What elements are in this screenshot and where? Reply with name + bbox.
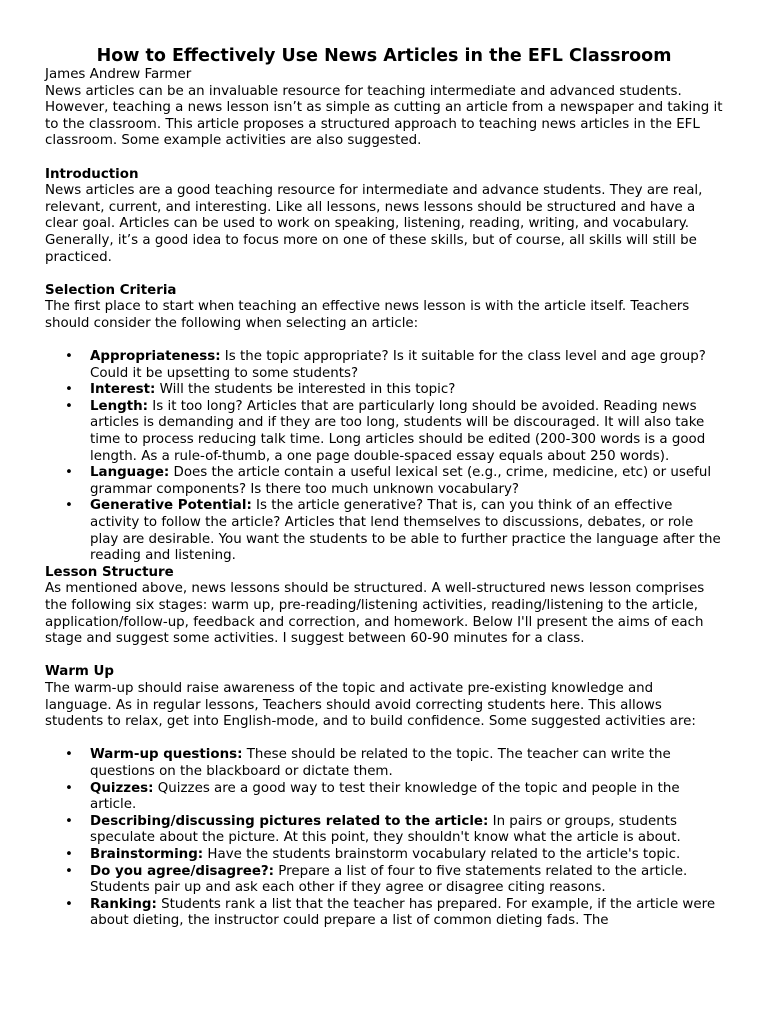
intro-paragraph: News articles can be an invaluable resource for teaching intermediate and advanced students. However, teaching a news lesson isn’t as simple as cutting an article from a newspaper and taking it to the classroom. This article proposes a structured approach to teaching news articles in the EFL classroom. Some example activities are also suggested. [45,83,723,149]
author-name: James Andrew Farmer [45,67,192,82]
list-item-text: Prepare a list of four to five statements related to the article. Students pair up and ask each other if they agree or disagree citing reasons. [90,863,688,896]
spacer [45,648,723,665]
list-item-term: Generative Potential: [90,498,252,514]
document-title: How to Effectively Use News Articles in the EFL Classroom [96,46,672,66]
list-item-term: Quizzes: [90,780,154,796]
list-item-term: Warm-up questions: [90,747,243,763]
list-item-text: Is the topic appropriate? Is it suitable for the class level and age group? Could it be upsetting to some students? [90,349,706,381]
list-item-text: Does the article contain a useful lexical set (e.g., crime, medicine, etc) or useful grammar components? Is there too much unknown vocabulary? [90,465,712,497]
list-item [90,814,723,847]
list-item-text: Quizzes are a good way to test their knowledge of the topic and people in the article. [90,780,680,813]
list-item-text: Is it too long? Articles that are particularly long should be avoided. Reading news articles is demanding and if they are too long, students will be discouraged. It will also take time to process reducing talk time. Long articles should be edited (200-300 words is a good length. As a rule-of-thumb, a one page double-spaced essay equals about 250 words). [90,398,706,464]
list-item [90,864,723,897]
warm-up-body: The warm-up should raise awareness of the topic and activate pre-existing knowledge and language. As in regular lessons, Teachers should avoid correcting students here. This allows students to relax, get into English-mode, and to build confidence. Some suggested activities are: [45,680,696,730]
spacer [45,266,723,283]
list-item [90,382,723,399]
list-item-term: Appropriateness: [90,349,221,365]
list-item-term: Language: [90,465,170,481]
list-item-term: Describing/discussing pictures related to the article: [90,813,489,829]
list-item [90,747,723,780]
warm-up-list [45,747,723,930]
list-item-text: Is the article generative? That is, can you think of an effective activity to follow the article? Articles that lend themselves to discussions, debates, or role play are desirable. You want the students to be able to further practice the language after the reading and listening. [90,498,721,564]
selection-list [45,349,723,565]
list-item [90,781,723,814]
selection-heading: Selection Criteria [45,282,177,298]
spacer [45,333,723,350]
list-item-text: Will the students be interested in this topic? [155,382,456,398]
warm-up-heading: Warm Up [45,664,115,680]
list-item-term: Brainstorming: [90,846,204,862]
introduction-heading: Introduction [45,166,139,182]
lesson-structure-heading: Lesson Structure [45,564,174,580]
list-item-text: Have the students brainstorm vocabulary related to the article's topic. [203,846,681,862]
list-item [90,465,723,498]
spacer [45,731,723,748]
list-item-text: In pairs or groups, students speculate about the picture. At this point, they shouldn't know what the article is about. [90,813,681,846]
spacer [45,150,723,167]
list-item [90,349,723,382]
introduction-body: News articles are a good teaching resource for intermediate and advance students. They are real, relevant, current, and interesting. Like all lessons, news lessons should be structured and have a clear goal. Articles can be used to work on speaking, listening, reading, writing, and vocabulary. Generally, it’s a good idea to focus more on one of these skills, but of course, all skills will still be practiced. [45,183,703,265]
list-item-term: Length: [90,398,149,414]
list-item-text: These should be related to the topic. The teacher can write the questions on the blackboard or dictate them. [90,747,671,779]
list-item [90,399,723,465]
list-item-term: Do you agree/disagree?: [90,863,275,879]
list-item [90,847,723,864]
list-item-text: Students rank a list that the teacher has prepared. For example, if the article were about dieting, the instructor could prepare a list of common dieting fads. The [90,896,716,929]
lesson-structure-body: As mentioned above, news lessons should be structured. A well-structured news lesson comprises the following six stages: warm up, pre-reading/listening activities, reading/listening to the article, application/follow-up, feedback and correction, and homework. Below I'll present the aims of each stage and suggest some activities. I suggest between 60-90 minutes for a class. [45,581,705,647]
list-item [90,897,723,930]
list-item-term: Interest: [90,382,156,398]
list-item [90,498,723,564]
selection-body: The first place to start when teaching an effective news lesson is with the article itself. Teachers should consider the following when selecting an article: [45,299,690,331]
list-item-term: Ranking: [90,896,157,912]
